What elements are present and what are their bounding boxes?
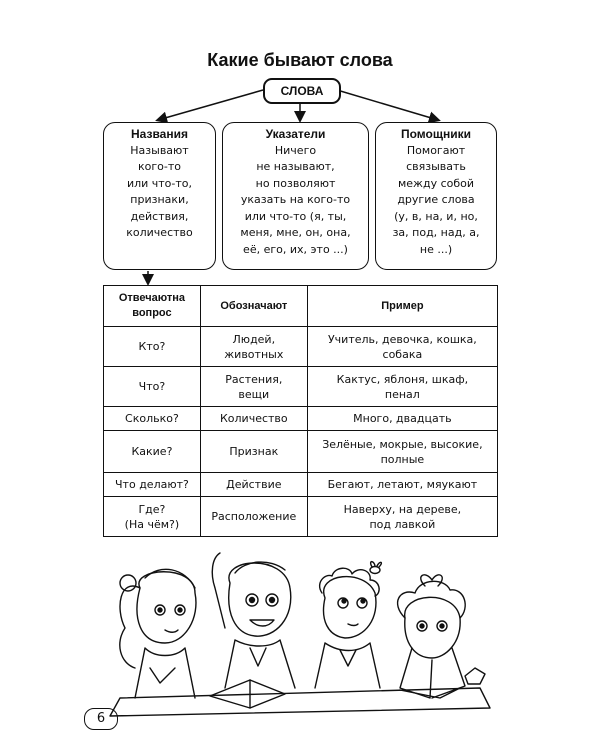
table-row	[104, 473, 498, 497]
cell-meaning: Людей, животных	[200, 327, 307, 367]
category-line: не называют,	[256, 160, 335, 173]
category-line: меня, мне, он, она,	[240, 226, 351, 239]
category-line: Ничего	[274, 143, 317, 157]
header-meaning: Обозначают	[200, 286, 307, 327]
cell-meaning: Растения, вещи	[200, 367, 307, 407]
category-line: кого-то	[138, 160, 181, 173]
bee-figure	[370, 562, 381, 574]
boy-raising-hand-figure	[212, 553, 295, 688]
curly-boy-figure	[315, 568, 380, 688]
category-line: Называют	[130, 143, 189, 157]
children-illustration	[100, 548, 500, 718]
cell-question: Кто?	[104, 327, 201, 367]
table-row	[104, 367, 498, 407]
category-line: связывать	[406, 160, 466, 173]
cell-meaning: Признак	[200, 431, 307, 473]
cell-example: Много, двадцать	[307, 407, 497, 431]
category-line: её, его, их, это ...)	[243, 242, 348, 256]
cell-meaning: Действие	[200, 473, 307, 497]
cell-example: Кактус, яблоня, шкаф, пенал	[307, 367, 497, 407]
table-header-row	[104, 286, 498, 327]
cell-question: Какие?	[104, 431, 201, 473]
page-number: 6	[84, 708, 118, 730]
category-box-pointers	[222, 122, 369, 270]
category-box-helpers	[375, 122, 497, 270]
cell-example: Бегают, летают, мяукают	[307, 473, 497, 497]
header-example: Пример	[307, 286, 497, 327]
crumpled-paper	[465, 668, 485, 684]
cell-example: Зелёные, мокрые, высокие, полные	[307, 431, 497, 473]
category-line: не ...)	[419, 242, 453, 256]
category-title: Указатели	[265, 127, 326, 141]
category-title: Помощники	[401, 127, 471, 141]
table-row	[104, 407, 498, 431]
table-row	[104, 497, 498, 537]
category-line: другие слова	[397, 193, 475, 206]
category-line: признаки,	[130, 193, 189, 206]
category-line: но позволяют	[255, 176, 336, 190]
cell-example: Наверху, на дереве, под лавкой	[307, 497, 497, 537]
category-line: действия,	[130, 209, 189, 223]
category-title: Названия	[131, 127, 188, 141]
category-line: Помогают	[406, 143, 466, 157]
girl-left-figure	[120, 569, 196, 698]
girl-reading-figure	[398, 575, 466, 698]
cell-question: Что делают?	[104, 473, 201, 497]
cell-question: Сколько?	[104, 407, 201, 431]
arrow-to-helpers	[337, 90, 438, 120]
table-row	[104, 327, 498, 367]
word-types-table	[103, 285, 498, 537]
header-question: Отвечаютна вопрос	[104, 286, 201, 327]
page-title: Какие бывают слова	[207, 50, 393, 70]
category-line: за, под, над, а,	[392, 226, 480, 239]
cell-example: Учитель, девочка, кошка, собака	[307, 327, 497, 367]
category-line: или что-то,	[126, 176, 193, 190]
cell-meaning: Количество	[200, 407, 307, 431]
arrow-to-names	[158, 90, 263, 120]
cell-meaning: Расположение	[200, 497, 307, 537]
category-line: или что-то (я, ты,	[244, 209, 347, 223]
root-words-box: СЛОВА	[263, 78, 341, 104]
category-line: количество	[126, 226, 193, 239]
table-row	[104, 431, 498, 473]
category-line: указать на кого-то	[240, 193, 351, 206]
category-line: между собой	[397, 176, 475, 190]
category-box-names	[103, 122, 216, 270]
cell-question: Что?	[104, 367, 201, 407]
category-line: (у, в, на, и, но,	[394, 209, 478, 223]
cell-question: Где? (На чём?)	[104, 497, 201, 537]
